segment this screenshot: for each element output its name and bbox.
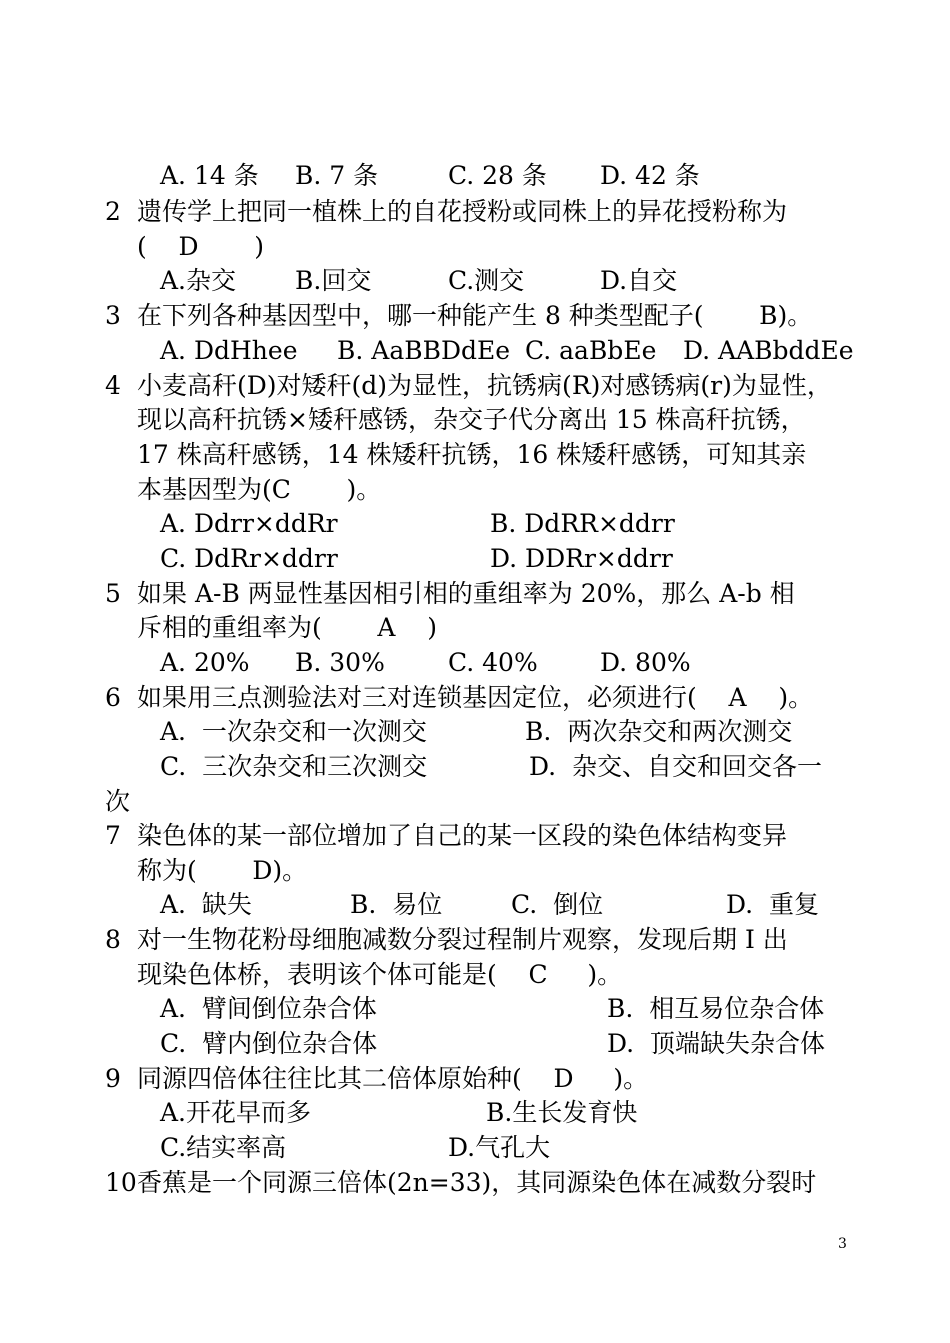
text-line: 5 bbox=[105, 579, 121, 608]
text-line: A.开花早而多 bbox=[160, 1098, 312, 1127]
text-line: 遗传学上把同一植株上的自花授粉或同株上的异花授粉称为 bbox=[137, 197, 788, 226]
text-line: B. 易位 bbox=[350, 890, 443, 919]
text-line: A. Ddrr×ddRr bbox=[160, 509, 338, 538]
text-line: A. 14 条 bbox=[160, 161, 259, 190]
text-line: 染色体的某一部位增加了自己的某一区段的染色体结构变异 bbox=[137, 821, 788, 850]
text-line: 如果用三点测验法对三对连锁基因定位，必须进行( A )。 bbox=[137, 683, 814, 712]
text-line: 在下列各种基因型中，哪一种能产生 8 种类型配子( B)。 bbox=[137, 301, 813, 330]
text-line: 8 bbox=[105, 925, 121, 954]
text-line: 6 bbox=[105, 683, 121, 712]
text-line: 10 bbox=[105, 1168, 137, 1197]
text-line: C. aaBbEe bbox=[525, 336, 657, 365]
text-line: A. DdHhee bbox=[160, 336, 298, 365]
text-line: 现染色体桥，表明该个体可能是( C )。 bbox=[137, 960, 623, 989]
text-line: B. 两次杂交和两次测交 bbox=[525, 717, 793, 746]
text-line: D. 80% bbox=[600, 648, 691, 677]
text-line: 对一生物花粉母细胞减数分裂过程制片观察，发现后期 I 出 bbox=[137, 925, 788, 954]
text-line: C. 40% bbox=[448, 648, 538, 677]
text-line: A. 20% bbox=[160, 648, 250, 677]
text-line: 香蕉是一个同源三倍体(2n=33)，其同源染色体在减数分裂时 bbox=[137, 1168, 817, 1197]
text-line: B. DdRR×ddrr bbox=[490, 509, 675, 538]
text-line: C.测交 bbox=[448, 266, 525, 295]
text-line: D. 42 条 bbox=[600, 161, 700, 190]
text-line: C. DdRr×ddrr bbox=[160, 544, 338, 573]
text-line: 斥相的重组率为( A ) bbox=[137, 613, 437, 642]
text-line: C. 倒位 bbox=[511, 890, 604, 919]
text-line: C. 三次杂交和三次测交 bbox=[160, 752, 428, 781]
text-line: 3 bbox=[105, 301, 121, 330]
text-line: 17 株高秆感锈，14 株矮秆抗锈，16 株矮秆感锈，可知其亲 bbox=[137, 440, 807, 469]
text-line: D. 顶端缺失杂合体 bbox=[607, 1029, 825, 1058]
text-line: 本基因型为(C )。 bbox=[137, 475, 382, 504]
text-line: C.结实率高 bbox=[160, 1133, 287, 1162]
text-line: 现以高秆抗锈×矮秆感锈，杂交子代分离出 15 株高秆抗锈， bbox=[137, 405, 806, 434]
text-line: B. AaBBDdEe bbox=[337, 336, 511, 365]
text-line: D. DDRr×ddrr bbox=[490, 544, 673, 573]
text-line: 9 bbox=[105, 1064, 121, 1093]
page-number: 3 bbox=[838, 1236, 847, 1252]
text-line: D. 重复 bbox=[726, 890, 819, 919]
text-line: A. 臂间倒位杂合体 bbox=[160, 994, 377, 1023]
text-line: 2 bbox=[105, 197, 121, 226]
text-line: C. 28 条 bbox=[448, 161, 547, 190]
text-line: A.杂交 bbox=[160, 266, 237, 295]
text-line: B. 30% bbox=[295, 648, 385, 677]
text-line: D.气孔大 bbox=[448, 1133, 551, 1162]
text-line: B. 7 条 bbox=[295, 161, 379, 190]
text-line: 如果 A-B 两显性基因相引相的重组率为 20%，那么 A-b 相 bbox=[137, 579, 795, 608]
text-line: 小麦高秆(D)对矮秆(d)为显性，抗锈病(R)对感锈病(r)为显性， bbox=[137, 371, 832, 400]
text-line: 次 bbox=[105, 787, 131, 816]
text-line: B. 相互易位杂合体 bbox=[607, 994, 825, 1023]
text-line: B.回交 bbox=[295, 266, 372, 295]
text-line: C. 臂内倒位杂合体 bbox=[160, 1029, 378, 1058]
text-line: 同源四倍体往往比其二倍体原始种( D )。 bbox=[137, 1064, 649, 1093]
text-line: 称为( D)。 bbox=[137, 856, 308, 885]
text-line: B.生长发育快 bbox=[486, 1098, 638, 1127]
text-line: ( D ) bbox=[137, 232, 264, 261]
text-line: D.自交 bbox=[600, 266, 678, 295]
text-line: 4 bbox=[105, 371, 121, 400]
text-line: 7 bbox=[105, 821, 121, 850]
text-line: A. 缺失 bbox=[160, 890, 252, 919]
text-line: D. AABbddEe bbox=[683, 336, 854, 365]
text-line: A. 一次杂交和一次测交 bbox=[160, 717, 427, 746]
text-line: D. 杂交、自交和回交各一 bbox=[529, 752, 822, 781]
